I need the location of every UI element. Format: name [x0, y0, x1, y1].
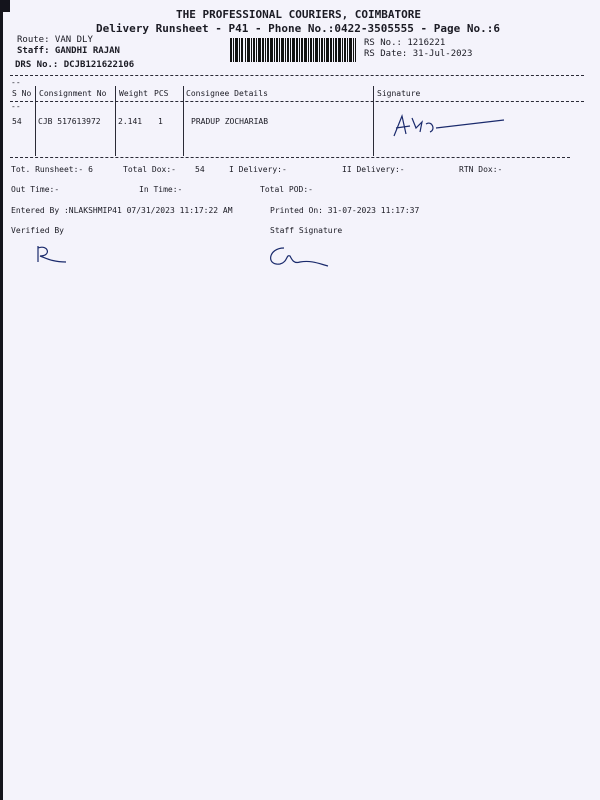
cell-consignee: PRADUP ZOCHARIAB — [191, 117, 269, 126]
verifier-signature — [30, 240, 80, 268]
out-time: Out Time:- — [11, 185, 60, 194]
col-header-sno: S No — [12, 89, 32, 98]
cell-weight: 2.141 — [118, 117, 143, 126]
runsheet-title: Delivery Runsheet - P41 - Phone No.:0422-3505555 - Page No.:6 — [96, 22, 500, 35]
col-divider — [35, 86, 36, 156]
cell-consignment: CJB 517613972 — [38, 117, 101, 126]
lead-dashes: -- — [11, 78, 21, 87]
table-bottom-rule — [10, 157, 570, 158]
i-delivery: I Delivery:- — [229, 165, 287, 174]
route-label: Route: VAN DLY — [17, 35, 93, 45]
company-title: THE PROFESSIONAL COURIERS, COIMBATORE — [176, 8, 422, 21]
col-divider — [115, 86, 116, 156]
entered-by: Entered By :NLAKSHMIP41 07/31/2023 11:17:22 AM — [11, 206, 233, 215]
staff-signature — [262, 242, 342, 272]
verified-by-label: Verified By — [11, 226, 64, 235]
table-header-rule — [10, 101, 584, 102]
ii-delivery: II Delivery:- — [342, 165, 405, 174]
lead-dashes: -- — [11, 102, 21, 111]
cell-pcs: 1 — [158, 117, 163, 126]
total-pod: Total POD:- — [260, 185, 313, 194]
col-divider — [373, 86, 374, 156]
staff-label: Staff: GANDHI RAJAN — [17, 46, 120, 56]
scan-edge — [0, 0, 3, 800]
col-divider — [183, 86, 184, 156]
total-dox-value: 54 — [195, 165, 205, 174]
table-top-rule — [10, 75, 584, 76]
col-header-weight: Weight — [119, 89, 148, 98]
rtn-dox: RTN Dox:- — [459, 165, 503, 174]
total-runsheet: Tot. Runsheet:- 6 — [11, 165, 93, 174]
recipient-signature — [376, 106, 516, 146]
staff-signature-label: Staff Signature — [270, 226, 343, 235]
total-dox-label: Total Dox:- — [123, 165, 176, 174]
col-header-signature: Signature — [377, 89, 421, 98]
scan-corner — [0, 0, 10, 12]
printed-on: Printed On: 31-07-2023 11:17:37 — [270, 206, 420, 215]
col-header-pcs: PCS — [154, 89, 169, 98]
rs-number: RS No.: 1216221 — [364, 38, 446, 48]
in-time: In Time:- — [139, 185, 183, 194]
cell-sno: 54 — [12, 117, 22, 126]
drs-number: DRS No.: DCJB121622106 — [15, 60, 135, 70]
col-header-consignee: Consignee Details — [186, 89, 268, 98]
barcode — [230, 38, 356, 62]
col-header-consignment: Consignment No — [39, 89, 107, 98]
rs-date: RS Date: 31-Jul-2023 — [364, 49, 473, 59]
